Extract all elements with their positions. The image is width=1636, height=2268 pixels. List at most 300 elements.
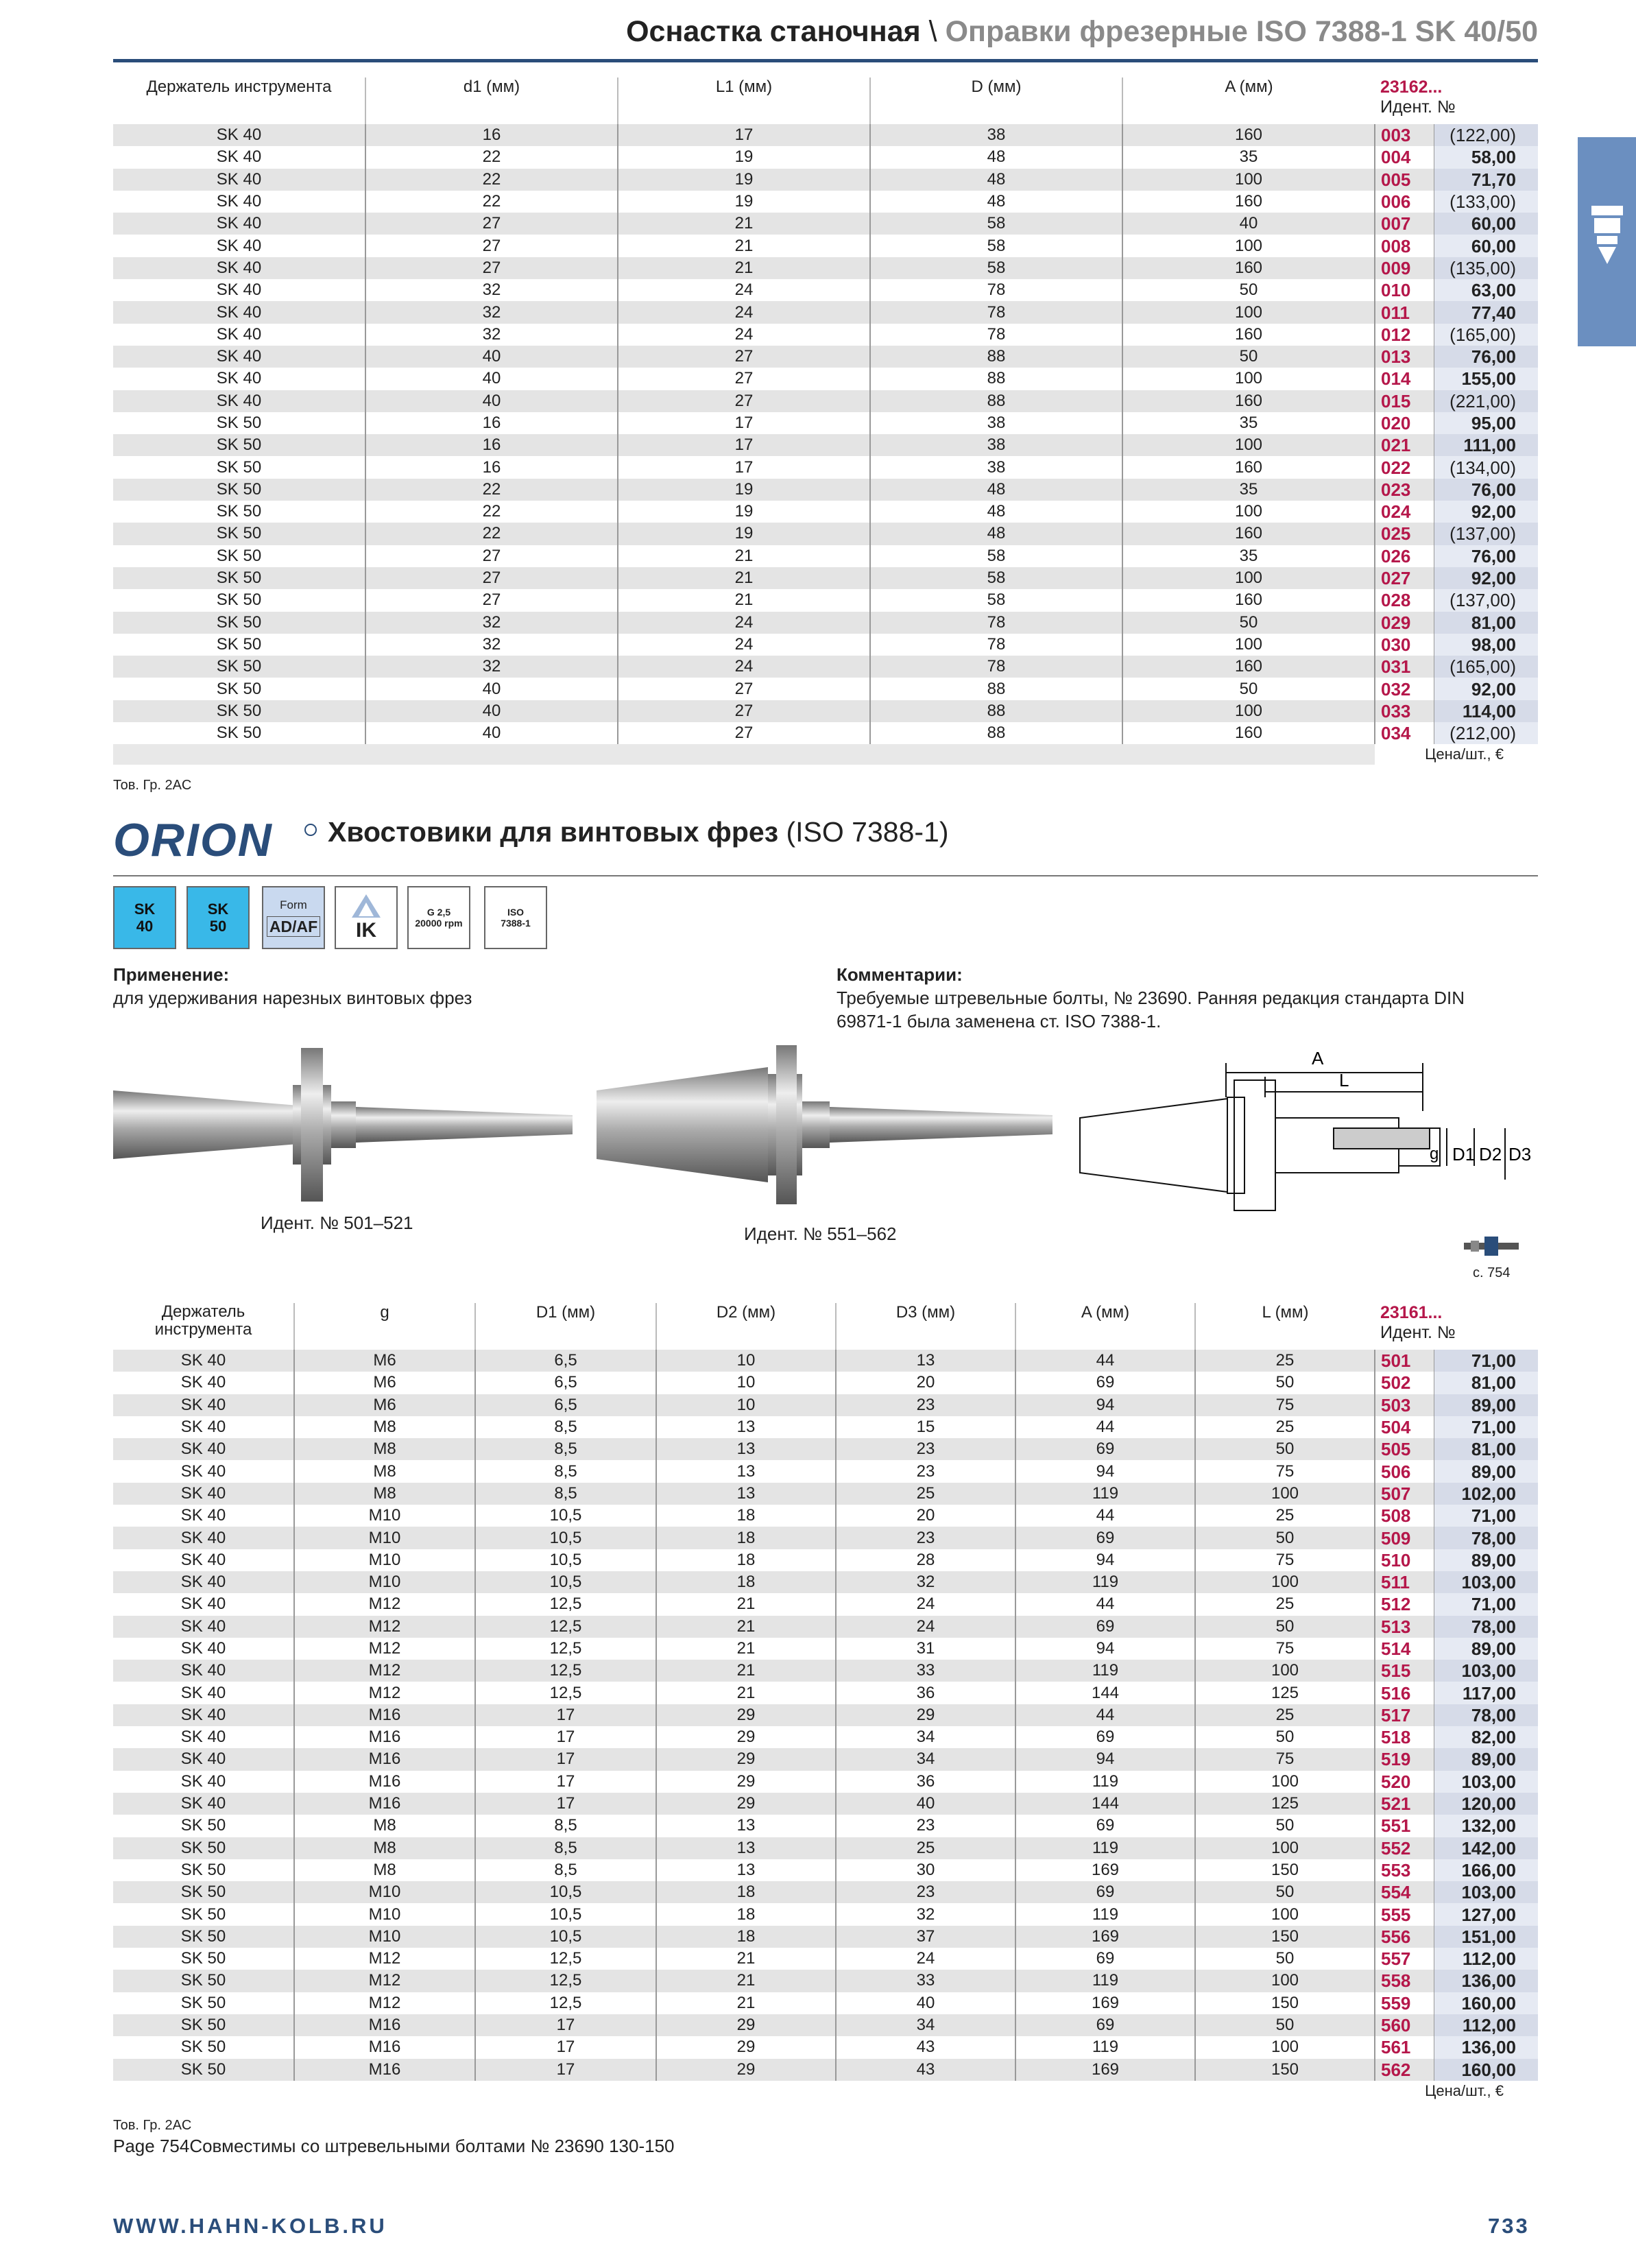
table-cell: M10: [294, 1505, 475, 1527]
table-cell: 27: [365, 589, 618, 611]
table-row: [113, 279, 1538, 301]
table-row: [113, 1859, 1538, 1881]
table-row: [113, 1815, 1538, 1837]
table-cell: 12,5: [475, 1682, 656, 1704]
ident-number: 028: [1375, 589, 1434, 611]
table-cell: 32: [365, 301, 618, 323]
table-cell: SK 40: [113, 1571, 294, 1593]
application-text: для удерживания нарезных винтовых фрез: [113, 988, 472, 1008]
table-cell: 33: [836, 1970, 1015, 1992]
table-cell: 100: [1195, 1837, 1375, 1859]
ident-number: 515: [1375, 1660, 1434, 1682]
comments-text-2: 69871-1 была заменена ст. ISO 7388-1.: [837, 1011, 1162, 1031]
footer-url[interactable]: WWW.HAHN-KOLB.RU: [113, 2214, 387, 2238]
ident-label: Идент. №: [1380, 97, 1456, 117]
table-row: [113, 1771, 1538, 1793]
table-cell: 34: [836, 2014, 1015, 2036]
table-cell: 144: [1015, 1682, 1195, 1704]
price-cell: 127,00: [1434, 1903, 1538, 1925]
table-cell: 150: [1195, 2059, 1375, 2081]
price-cell: 76,00: [1434, 346, 1538, 368]
table-cell: SK 50: [113, 479, 365, 501]
table-cell: 13: [656, 1815, 836, 1837]
price-cell: (137,00): [1434, 589, 1538, 611]
table-cell: 119: [1015, 1483, 1195, 1505]
table-cell: 119: [1015, 1771, 1195, 1793]
table-cell: SK 40: [113, 1748, 294, 1770]
table-cell: 13: [656, 1416, 836, 1438]
table-cell: 12,5: [475, 1992, 656, 2014]
table-cell: 38: [870, 456, 1122, 478]
table-cell: 13: [656, 1483, 836, 1505]
dim-d1: D1: [1452, 1144, 1476, 1165]
table-cell: 8,5: [475, 1837, 656, 1859]
table-cell: 24: [618, 324, 870, 346]
ident-number: 557: [1375, 1948, 1434, 1970]
table-cell: SK 50: [113, 1948, 294, 1970]
ident-number: 521: [1375, 1793, 1434, 1815]
table-cell: M12: [294, 1660, 475, 1682]
table-row: [113, 1616, 1538, 1638]
table-cell: 160: [1122, 257, 1375, 279]
dim-d3: D3: [1508, 1144, 1532, 1165]
table-cell: 40: [365, 368, 618, 390]
table-row: [113, 1527, 1538, 1549]
price-cell: 151,00: [1434, 1926, 1538, 1948]
table-cell: SK 40: [113, 1682, 294, 1704]
price-cell: 89,00: [1434, 1549, 1538, 1571]
table-cell: 33: [836, 1660, 1015, 1682]
ident-number: 006: [1375, 191, 1434, 213]
price-cell: 77,40: [1434, 301, 1538, 323]
ident-number: 556: [1375, 1926, 1434, 1948]
price-cell: 102,00: [1434, 1483, 1538, 1505]
table-row: [113, 1416, 1538, 1438]
page-header: [113, 15, 1538, 58]
table-cell: 17: [475, 2036, 656, 2058]
ident-number: 503: [1375, 1394, 1434, 1416]
table-cell: 44: [1015, 1704, 1195, 1726]
table-cell: 94: [1015, 1638, 1195, 1660]
ident-number: 008: [1375, 235, 1434, 256]
table-cell: 22: [365, 523, 618, 545]
table-cell: 29: [656, 1748, 836, 1770]
table-cell: 12,5: [475, 1970, 656, 1992]
table-row: [113, 523, 1538, 545]
price-cell: 89,00: [1434, 1394, 1538, 1416]
table-cell: 100: [1122, 434, 1375, 456]
image-caption-2: Идент. № 551–562: [744, 1223, 897, 1244]
table-row: [113, 479, 1538, 501]
table-cell: 25: [1195, 1704, 1375, 1726]
table-cell: SK 50: [113, 2036, 294, 2058]
table-cell: 19: [618, 501, 870, 523]
table-cell: M6: [294, 1350, 475, 1372]
table-cell: 17: [475, 1748, 656, 1770]
section-title: [328, 816, 949, 848]
price-cell: 160,00: [1434, 1992, 1538, 2014]
table-cell: 19: [618, 523, 870, 545]
table-cell: SK 40: [113, 1793, 294, 1815]
table-cell: 10,5: [475, 1881, 656, 1903]
table-row: [113, 589, 1538, 611]
price-cell: 78,00: [1434, 1704, 1538, 1726]
table-cell: SK 40: [113, 279, 365, 301]
table-cell: 24: [618, 301, 870, 323]
table-cell: 19: [618, 169, 870, 191]
table-cell: 19: [618, 479, 870, 501]
table-cell: 75: [1195, 1460, 1375, 1482]
table-cell: M16: [294, 2014, 475, 2036]
ident-number: 516: [1375, 1682, 1434, 1704]
table-cell: SK 50: [113, 1837, 294, 1859]
table-cell: SK 50: [113, 1881, 294, 1903]
table-cell: 18: [656, 1549, 836, 1571]
table-row: [113, 1438, 1538, 1460]
table-cell: M16: [294, 1771, 475, 1793]
table-cell: SK 40: [113, 324, 365, 346]
price-label: Цена/шт., €: [1375, 744, 1538, 765]
comments-label: Комментарии:: [837, 964, 963, 985]
price-cell: 160,00: [1434, 2059, 1538, 2081]
table-cell: M16: [294, 1726, 475, 1748]
table-cell: 18: [656, 1881, 836, 1903]
table-row: [113, 1549, 1538, 1571]
table-cell: 75: [1195, 1748, 1375, 1770]
table-row: [113, 612, 1538, 634]
table-cell: 29: [656, 2059, 836, 2081]
table-cell: 8,5: [475, 1815, 656, 1837]
table-cell: 12,5: [475, 1616, 656, 1638]
table-cell: 78: [870, 634, 1122, 656]
price-cell: 58,00: [1434, 146, 1538, 168]
ident-number: 031: [1375, 656, 1434, 678]
table-cell: 24: [836, 1593, 1015, 1615]
price-cell: 95,00: [1434, 412, 1538, 434]
table-cell: 48: [870, 146, 1122, 168]
table-cell: 23: [836, 1815, 1015, 1837]
table-row: [113, 2036, 1538, 2058]
table-cell: 58: [870, 567, 1122, 589]
table-cell: 100: [1122, 169, 1375, 191]
table-cell: 10,5: [475, 1571, 656, 1593]
table-cell: 50: [1195, 1881, 1375, 1903]
table-cell: M10: [294, 1881, 475, 1903]
table-cell: 23: [836, 1527, 1015, 1549]
table-row: [113, 257, 1538, 279]
table-cell: M12: [294, 1992, 475, 2014]
badge-balance: G 2,5 20000 rpm: [407, 886, 470, 949]
col-header-d2: D2 (мм): [656, 1303, 836, 1350]
table-cell: 17: [618, 412, 870, 434]
table-cell: 21: [618, 257, 870, 279]
price-cell: 81,00: [1434, 1372, 1538, 1394]
arbor-table-body: [113, 124, 1538, 744]
ident-number: 558: [1375, 1970, 1434, 1992]
table-cell: SK 50: [113, 567, 365, 589]
table-cell: 25: [1195, 1350, 1375, 1372]
ident-number: 026: [1375, 545, 1434, 567]
ident-number: 022: [1375, 456, 1434, 478]
table-row: [113, 1660, 1538, 1682]
table-cell: 20: [836, 1505, 1015, 1527]
ident-number: 003: [1375, 124, 1434, 146]
table-cell: 78: [870, 612, 1122, 634]
product-image-sk50: [597, 1042, 1056, 1214]
col-header-l1: L1 (мм): [618, 77, 870, 124]
table-cell: 160: [1122, 124, 1375, 146]
price-label: Цена/шт., €: [1375, 2081, 1538, 2101]
table-cell: SK 40: [113, 1616, 294, 1638]
ident-number: 015: [1375, 390, 1434, 412]
table-cell: 29: [656, 1704, 836, 1726]
table-cell: 6,5: [475, 1372, 656, 1394]
header-title-sub: Оправки фрезерные ISO 7388-1 SK 40/50: [945, 15, 1538, 48]
price-cell: (212,00): [1434, 722, 1538, 744]
ident-number: 011: [1375, 301, 1434, 323]
table-cell: M10: [294, 1903, 475, 1925]
table-cell: 88: [870, 722, 1122, 744]
table-cell: 40: [836, 1793, 1015, 1815]
table-cell: M8: [294, 1815, 475, 1837]
table-cell: 100: [1195, 1970, 1375, 1992]
table-cell: SK 50: [113, 456, 365, 478]
table-cell: SK 40: [113, 1350, 294, 1372]
table-cell: SK 50: [113, 678, 365, 700]
table-cell: 100: [1122, 700, 1375, 722]
table-cell: SK 40: [113, 1771, 294, 1793]
table-cell: 12,5: [475, 1638, 656, 1660]
price-cell: 71,00: [1434, 1416, 1538, 1438]
table-cell: 40: [836, 1992, 1015, 2014]
table-row: [113, 1748, 1538, 1770]
ident-number: 012: [1375, 324, 1434, 346]
col-header-d1: D1 (мм): [475, 1303, 656, 1350]
table-cell: 23: [836, 1438, 1015, 1460]
price-cell: 166,00: [1434, 1859, 1538, 1881]
table-cell: 21: [656, 1970, 836, 1992]
table-cell: 29: [656, 2014, 836, 2036]
table-cell: 69: [1015, 2014, 1195, 2036]
price-cell: 120,00: [1434, 1793, 1538, 1815]
table-cell: 21: [618, 567, 870, 589]
technical-drawing: [1073, 1042, 1539, 1234]
table-cell: 20: [836, 1372, 1015, 1394]
orion-logo: [113, 816, 319, 864]
table-cell: 100: [1195, 1771, 1375, 1793]
table-cell: 40: [365, 678, 618, 700]
table-cell: 78: [870, 279, 1122, 301]
table-row: [113, 434, 1538, 456]
ident-number: 502: [1375, 1372, 1434, 1394]
table-cell: SK 50: [113, 589, 365, 611]
table-cell: 160: [1122, 656, 1375, 678]
coolant-ik-icon: [349, 893, 383, 919]
table-cell: 25: [836, 1837, 1015, 1859]
dim-g: g: [1430, 1145, 1439, 1163]
table-cell: 40: [1122, 213, 1375, 235]
table-cell: 94: [1015, 1394, 1195, 1416]
table-row: [113, 2059, 1538, 2081]
holder-table-body: [113, 1350, 1538, 2081]
table-cell: 27: [365, 235, 618, 256]
table-cell: 78: [870, 656, 1122, 678]
comments-text-1: Требуемые штревельные болты, № 23690. Ранняя редакция стандарта DIN: [837, 988, 1465, 1008]
ident-number: 007: [1375, 213, 1434, 235]
table-row: [113, 1992, 1538, 2014]
table-cell: 40: [365, 700, 618, 722]
table-cell: 160: [1122, 456, 1375, 478]
table-cell: 31: [836, 1638, 1015, 1660]
table-cell: M16: [294, 2036, 475, 2058]
table-cell: M8: [294, 1416, 475, 1438]
table-cell: 18: [656, 1571, 836, 1593]
table-cell: 35: [1122, 412, 1375, 434]
table-cell: 10,5: [475, 1505, 656, 1527]
ident-number: 508: [1375, 1505, 1434, 1527]
table-cell: 21: [656, 1992, 836, 2014]
table-row: [113, 324, 1538, 346]
table-cell: SK 40: [113, 124, 365, 146]
table-cell: 100: [1122, 368, 1375, 390]
see-page-link[interactable]: с. 754: [1473, 1265, 1511, 1280]
table-cell: 32: [836, 1903, 1015, 1925]
table-cell: 69: [1015, 1527, 1195, 1549]
table-cell: 38: [870, 412, 1122, 434]
table-cell: SK 40: [113, 146, 365, 168]
table-cell: 27: [365, 213, 618, 235]
table-cell: 19: [618, 191, 870, 213]
table-cell: 88: [870, 700, 1122, 722]
dim-a: A: [1312, 1048, 1324, 1069]
dim-d2: D2: [1479, 1144, 1502, 1165]
table-cell: 29: [656, 1726, 836, 1748]
table-cell: SK 40: [113, 346, 365, 368]
price-cell: 136,00: [1434, 1970, 1538, 1992]
price-cell: 71,00: [1434, 1505, 1538, 1527]
table-cell: SK 50: [113, 634, 365, 656]
table-cell: M8: [294, 1460, 475, 1482]
table-row: [113, 1571, 1538, 1593]
price-cell: 89,00: [1434, 1638, 1538, 1660]
table-row: [113, 301, 1538, 323]
table-cell: 17: [475, 1704, 656, 1726]
category-side-tab[interactable]: [1578, 137, 1636, 346]
ident-number: 552: [1375, 1837, 1434, 1859]
table-cell: 160: [1122, 589, 1375, 611]
pull-stud-icon[interactable]: [1457, 1231, 1526, 1262]
ident-number: 029: [1375, 612, 1434, 634]
table-cell: 37: [836, 1926, 1015, 1948]
table-row: [113, 191, 1538, 213]
table-cell: 25: [836, 1483, 1015, 1505]
table-cell: 69: [1015, 1948, 1195, 1970]
table-cell: 58: [870, 213, 1122, 235]
table-cell: SK 40: [113, 1394, 294, 1416]
table-cell: 21: [656, 1660, 836, 1682]
price-cell: (165,00): [1434, 656, 1538, 678]
table-cell: 32: [365, 612, 618, 634]
table-cell: 17: [475, 1726, 656, 1748]
table-cell: 50: [1122, 279, 1375, 301]
table-cell: M10: [294, 1926, 475, 1948]
table-row: [113, 213, 1538, 235]
image-caption-1: Идент. № 501–521: [261, 1213, 413, 1233]
price-cell: 92,00: [1434, 501, 1538, 523]
col-header-ident: [1375, 1303, 1538, 1350]
ident-number: 510: [1375, 1549, 1434, 1571]
table-cell: 8,5: [475, 1460, 656, 1482]
table-cell: SK 50: [113, 545, 365, 567]
table-cell: 119: [1015, 1970, 1195, 1992]
table-row: [113, 700, 1538, 722]
table-cell: 94: [1015, 1460, 1195, 1482]
price-cell: 117,00: [1434, 1682, 1538, 1704]
table-cell: 169: [1015, 2059, 1195, 2081]
table-cell: SK 50: [113, 1992, 294, 2014]
table-cell: SK 40: [113, 1505, 294, 1527]
table-cell: 15: [836, 1416, 1015, 1438]
table-cell: M10: [294, 1549, 475, 1571]
price-cell: 81,00: [1434, 612, 1538, 634]
table-cell: 100: [1122, 235, 1375, 256]
ident-number: 020: [1375, 412, 1434, 434]
table-cell: 150: [1195, 1926, 1375, 1948]
table-cell: 69: [1015, 1372, 1195, 1394]
price-cell: 112,00: [1434, 2014, 1538, 2036]
table-cell: 17: [475, 2014, 656, 2036]
table-row: [113, 1926, 1538, 1948]
table-cell: 25: [1195, 1505, 1375, 1527]
table-cell: 169: [1015, 1859, 1195, 1881]
table-row: [113, 1638, 1538, 1660]
ident-number: 024: [1375, 501, 1434, 523]
price-cell: (165,00): [1434, 324, 1538, 346]
table-cell: SK 50: [113, 412, 365, 434]
ident-number: 027: [1375, 567, 1434, 589]
price-cell: 132,00: [1434, 1815, 1538, 1837]
table-cell: 58: [870, 235, 1122, 256]
table-row: [113, 1460, 1538, 1482]
table-cell: M6: [294, 1394, 475, 1416]
ident-number: 033: [1375, 700, 1434, 722]
table-cell: SK 40: [113, 1704, 294, 1726]
table-row: [113, 567, 1538, 589]
table-cell: SK 40: [113, 1660, 294, 1682]
table-cell: 36: [836, 1771, 1015, 1793]
ident-number: 025: [1375, 523, 1434, 545]
table-row: [113, 1350, 1538, 1372]
table-cell: 50: [1195, 1438, 1375, 1460]
table-cell: 27: [618, 346, 870, 368]
price-cell: (133,00): [1434, 191, 1538, 213]
table-cell: M8: [294, 1438, 475, 1460]
col-header-a: A (мм): [1122, 77, 1375, 124]
table-cell: M10: [294, 1527, 475, 1549]
table-cell: 32: [365, 656, 618, 678]
table-row: [113, 545, 1538, 567]
table-cell: 100: [1195, 1660, 1375, 1682]
ident-number: 511: [1375, 1571, 1434, 1593]
table-cell: 24: [836, 1616, 1015, 1638]
table-cell: 24: [618, 634, 870, 656]
table-row: [113, 368, 1538, 390]
price-cell: 78,00: [1434, 1616, 1538, 1638]
table-cell: M16: [294, 1793, 475, 1815]
table-cell: 27: [618, 390, 870, 412]
col-header-l: L (мм): [1195, 1303, 1375, 1350]
ident-number: 519: [1375, 1748, 1434, 1770]
